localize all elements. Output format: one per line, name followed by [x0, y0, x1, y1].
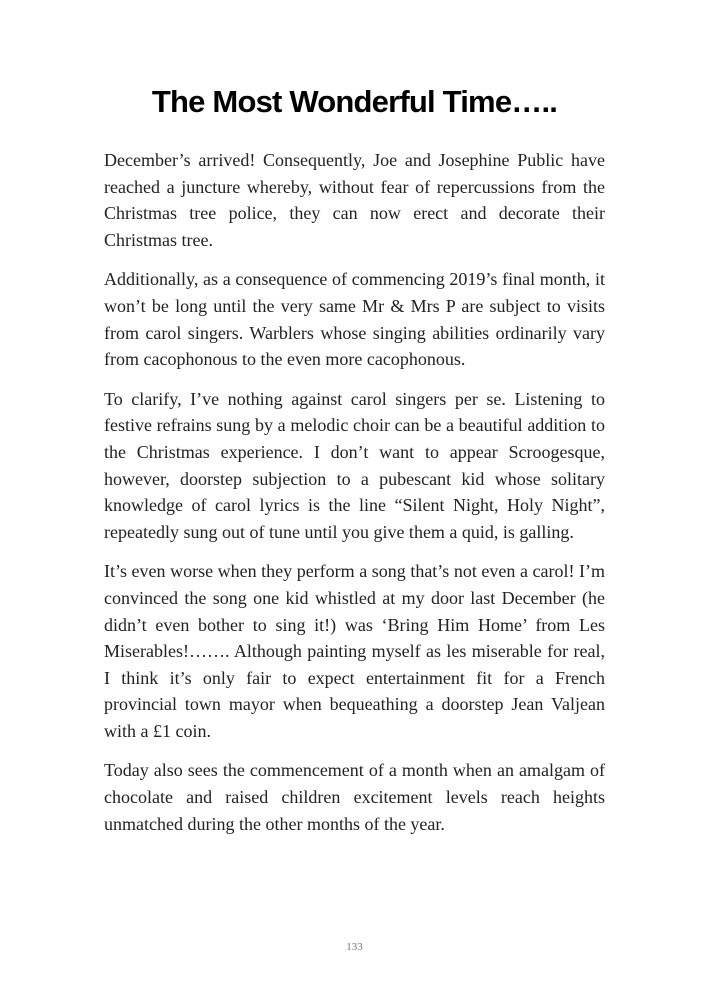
- page-number: 133: [346, 941, 363, 953]
- paragraph: It’s even worse when they perform a song that’s not even a carol! I’m convinced the song one kid whistled at my door last December (he didn’t even bother to sing it!) was ‘Bring Him Home’ from Les Miserables!……. Although painting myself as les miserable for real, I think it’s only fair to expect entertainment fit for a French provincial town mayor when bequeathing a doorstep Jean Valjean with a £1 coin.: [104, 561, 605, 741]
- paragraph: Today also sees the commencement of a month when an amalgam of chocolate and raised children excitement levels reach heights unmatched during the other months of the year.: [104, 760, 605, 834]
- paragraph: To clarify, I’ve nothing against carol singers per se. Listening to festive refrains sung by a melodic choir can be a beautiful addition to the Christmas experience. I don’t want to appear Scroogesque, however, doorstep subjection to a pubescant kid whose solitary knowledge of carol lyrics is the line “Silent Night, Holy Night”, repeatedly sung out of tune until you give them a quid, is galling.: [104, 388, 605, 542]
- body-text: [104, 147, 605, 850]
- paragraph: December’s arrived! Consequently, Joe and Josephine Public have reached a juncture whereby, without fear of repercussions from the Christmas tree police, they can now erect and decorate their Christmas tree.: [104, 150, 605, 250]
- paragraph: Additionally, as a consequence of commencing 2019’s final month, it won’t be long until the very same Mr & Mrs P are subject to visits from carol singers. Warblers whose singing abilities ordinarily vary from cacophonous to the even more cacophonous.: [104, 269, 605, 370]
- page-title: The Most Wonderful Time…..: [151, 84, 558, 119]
